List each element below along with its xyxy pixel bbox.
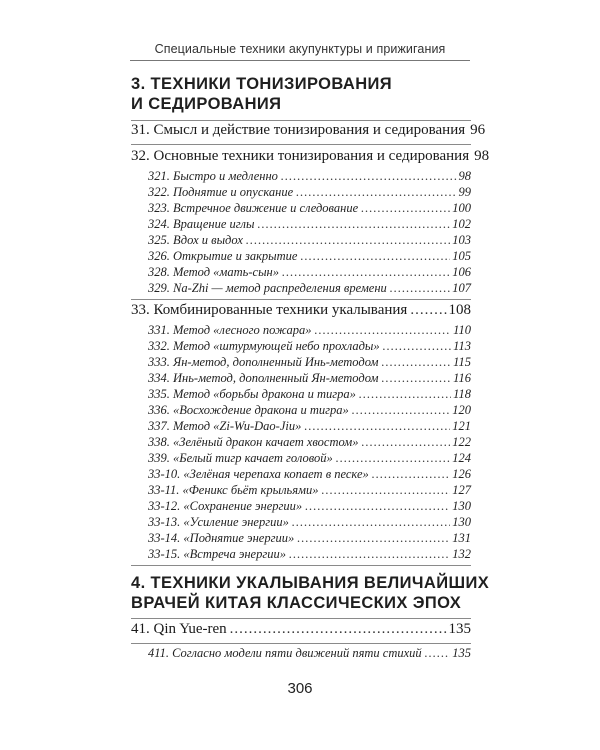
toc-subentry-label: 33-13. «Усиление энергии» [148,515,289,529]
dot-leader [359,387,451,402]
toc-subentry-label: 33-15. «Встреча энергии» [148,547,286,561]
toc-subentry-page: 107 [452,281,471,295]
toc-subentry-label: 333. Ян-метод, дополненный Инь-методом [148,355,379,369]
toc-subentry-page: 106 [452,265,471,279]
dot-leader [352,403,450,418]
toc-entry-label: 41. Qin Yue-ren [131,621,227,637]
toc-subentry-page: 124 [452,451,471,465]
toc-subentry-label: 339. «Белый тигр качает головой» [148,451,333,465]
toc-subentry-label: 334. Инь-метод, дополненный Ян-методом [148,371,379,385]
toc-subentry-page: 110 [453,323,471,337]
toc-subentry-label: 322. Поднятие и опускание [148,185,294,199]
dot-leader [300,249,450,264]
toc-subentry[interactable] [148,233,471,249]
dot-leader [282,265,450,280]
toc-entry-33[interactable] [131,302,471,322]
toc-subentry[interactable] [148,435,471,451]
toc-entry-label: 31. Смысл и действие тонизирования и седирования [131,122,466,138]
toc-subentry[interactable] [148,531,471,547]
section-title-line: 4. ТЕХНИКИ УКАЛЫВАНИЯ ВЕЛИЧАЙШИХ [131,574,490,592]
toc-subentry[interactable] [148,646,471,662]
toc-subentry-label: 329. Na-Zhi — метод распределения времени [148,281,387,295]
dot-leader [304,419,450,434]
dot-leader [390,281,450,296]
dot-leader [381,355,451,370]
toc-subentry[interactable] [148,467,471,483]
toc-subentry[interactable] [148,547,471,563]
toc-subentry-label: 33-12. «Сохранение энергии» [148,499,303,513]
dot-leader [425,646,451,661]
toc-subentry-label: 328. Метод «мать-сын» [148,265,279,279]
toc-entry-page: 98 [474,148,490,164]
dot-leader [296,185,456,200]
page-number: 306 [287,680,313,697]
toc-subentry-label: 33-14. «Поднятие энергии» [148,531,295,545]
section-rule [131,565,471,566]
toc-subentry-page: 130 [452,499,471,513]
toc-subentry-page: 105 [452,249,471,263]
toc-entry-41[interactable] [131,621,471,641]
toc-entry-label: 32. Основные техники тонизирования и седирования [131,148,470,164]
section-4-title [131,573,490,613]
section-title-line: 3. ТЕХНИКИ ТОНИЗИРОВАНИЯ [131,75,393,93]
toc-subentry-page: 121 [452,419,471,433]
toc-subentry-page: 126 [452,467,471,481]
toc-subentry[interactable] [148,201,471,217]
toc-subentry-page: 120 [452,403,471,417]
section-rule [131,618,471,619]
toc-subentry-page: 131 [452,531,471,545]
dot-leader [289,547,450,562]
dot-leader [246,233,450,248]
toc-subentry[interactable] [148,185,471,201]
group-rule [131,144,471,145]
toc-entry-page: 108 [448,302,471,318]
toc-subentry-page: 130 [452,515,471,529]
dot-leader [230,621,447,638]
toc-subentry-page: 115 [453,355,471,369]
dot-leader [297,531,450,546]
toc-subentry[interactable] [148,451,471,467]
toc-entry-31[interactable] [131,122,486,142]
dot-leader [292,515,450,530]
toc-subentry[interactable] [148,281,471,297]
toc-subentry[interactable] [148,499,471,515]
running-head: Специальные техники акупунктуры и прижигания [154,42,446,56]
toc-entry-32[interactable] [131,148,490,168]
toc-subentry[interactable] [148,323,471,339]
toc-subentry-label: 33-10. «Зелёная черепаха копает в песке» [148,467,369,481]
toc-subentry-page: 113 [453,339,471,353]
toc-subentry[interactable] [148,217,471,233]
dot-leader [362,435,451,450]
section-title-line: И СЕДИРОВАНИЯ [131,95,282,113]
dot-leader [322,483,451,498]
toc-subentry-label: 336. «Восхождение дракона и тигра» [148,403,349,417]
section-rule [131,120,471,121]
section-title-line: ВРАЧЕЙ КИТАЯ КЛАССИЧЕСКИХ ЭПОХ [131,594,462,612]
toc-subentry[interactable] [148,419,471,435]
group-rule [131,643,471,644]
toc-subentry-label: 411. Согласно модели пяти движений пяти стихий [148,646,422,660]
section-3-title [131,74,471,114]
toc-subentry-label: 324. Вращение иглы [148,217,255,231]
toc-subentry-label: 331. Метод «лесного пожара» [148,323,312,337]
toc-subentry-page: 118 [453,387,471,401]
dot-leader [381,371,451,386]
toc-subentry-page: 103 [452,233,471,247]
dot-leader [314,323,451,338]
toc-subentry-page: 122 [452,435,471,449]
toc-subentry-label: 332. Метод «штурмующей небо прохлады» [148,339,380,353]
dot-leader [336,451,451,466]
dot-leader [361,201,450,216]
dot-leader [305,499,450,514]
toc-subentry-label: 321. Быстро и медленно [148,169,278,183]
toc-subentry[interactable] [148,371,471,387]
toc-subentry-label: 337. Метод «Zi-Wu-Dao-Jiu» [148,419,302,433]
dot-leader [383,339,452,354]
toc-subentry[interactable] [148,387,471,403]
toc-subentry-label: 323. Встречное движение и следование [148,201,359,215]
toc-subentry-label: 326. Открытие и закрытие [148,249,298,263]
toc-entry-page: 135 [448,621,471,637]
toc-subentry-label: 335. Метод «борьбы дракона и тигра» [148,387,356,401]
toc-subentry-page: 116 [453,371,471,385]
dot-leader [257,217,450,232]
toc-subentry-page: 98 [458,169,471,183]
toc-subentry-page: 100 [452,201,471,215]
toc-subentry-label: 33-11. «Феникс бьёт крыльями» [148,483,319,497]
toc-subentry-page: 127 [452,483,471,497]
toc-subentry[interactable] [148,249,471,265]
toc-subentry-page: 102 [452,217,471,231]
running-head-rule [130,60,470,61]
dot-leader [281,169,457,184]
toc-subentry[interactable] [148,339,471,355]
toc-entry-label: 33. Комбинированные техники укалывания [131,302,408,318]
toc-subentry-label: 325. Вдох и выдох [148,233,243,247]
dot-leader [372,467,450,482]
toc-subentry[interactable] [148,265,471,281]
toc-subentry[interactable] [148,403,471,419]
toc-subentry-page: 99 [458,185,471,199]
toc-subentry[interactable] [148,169,471,185]
toc-subentry[interactable] [148,515,471,531]
toc-subentry[interactable] [148,483,471,499]
toc-subentry-page: 132 [452,547,471,561]
dot-leader [410,302,446,319]
toc-entry-page: 96 [470,122,486,138]
toc-subentry[interactable] [148,355,471,371]
toc-subentry-label: 338. «Зелёный дракон качает хвостом» [148,435,359,449]
toc-subentry-page: 135 [452,646,471,660]
group-rule [131,299,471,300]
